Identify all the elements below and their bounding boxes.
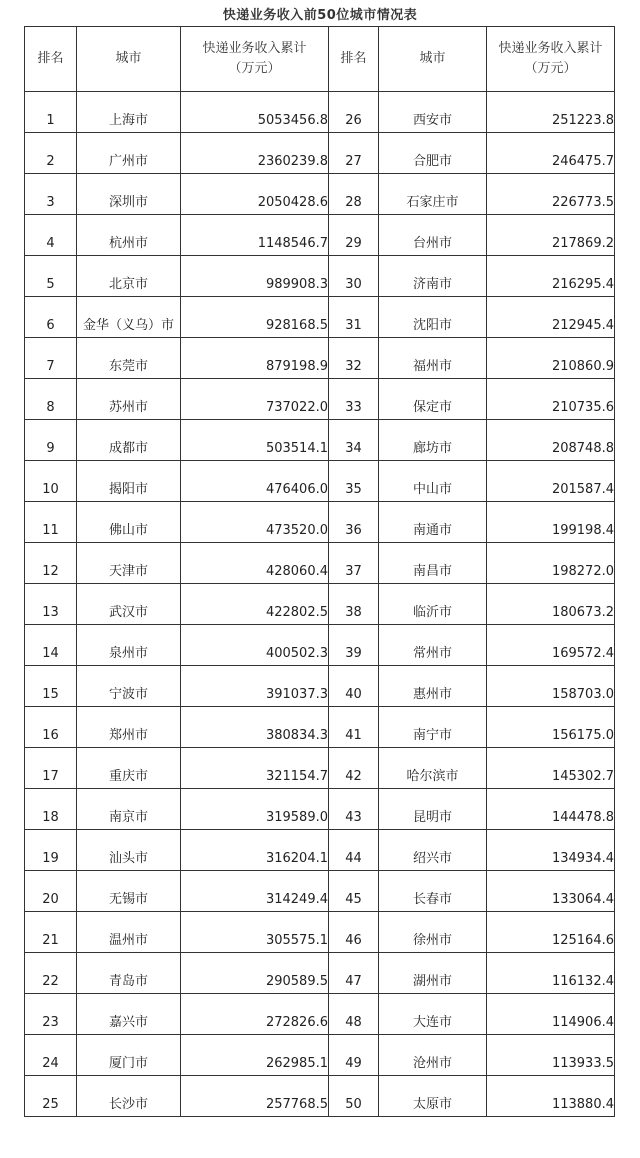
revenue-cell: 199198.4 <box>487 502 615 543</box>
rank-cell: 9 <box>25 420 77 461</box>
rank-cell: 33 <box>329 379 379 420</box>
header-revenue-right-line2: （万元） <box>524 61 577 76</box>
rank-cell: 46 <box>329 912 379 953</box>
revenue-cell: 380834.3 <box>181 707 329 748</box>
rank-cell: 10 <box>25 461 77 502</box>
city-cell: 临沂市 <box>379 584 487 625</box>
table-row <box>25 338 615 379</box>
revenue-cell: 113933.5 <box>487 1035 615 1076</box>
city-cell: 厦门市 <box>77 1035 181 1076</box>
rank-cell: 11 <box>25 502 77 543</box>
city-cell: 中山市 <box>379 461 487 502</box>
revenue-cell: 180673.2 <box>487 584 615 625</box>
table-row <box>25 871 615 912</box>
city-cell: 大连市 <box>379 994 487 1035</box>
city-cell: 东莞市 <box>77 338 181 379</box>
rank-cell: 28 <box>329 174 379 215</box>
revenue-cell: 116132.4 <box>487 953 615 994</box>
city-cell: 深圳市 <box>77 174 181 215</box>
header-rank: 排名 <box>25 27 77 92</box>
revenue-cell: 290589.5 <box>181 953 329 994</box>
city-cell: 青岛市 <box>77 953 181 994</box>
header-revenue <box>181 27 329 92</box>
table-row <box>25 748 615 789</box>
table-row <box>25 461 615 502</box>
revenue-cell: 305575.1 <box>181 912 329 953</box>
header-revenue-right-line1: 快递业务收入累计 <box>498 41 603 56</box>
table-row <box>25 666 615 707</box>
city-cell: 台州市 <box>379 215 487 256</box>
rank-cell: 22 <box>25 953 77 994</box>
revenue-cell: 251223.8 <box>487 92 615 133</box>
city-cell: 沧州市 <box>379 1035 487 1076</box>
city-cell: 昆明市 <box>379 789 487 830</box>
rank-cell: 21 <box>25 912 77 953</box>
rank-cell: 18 <box>25 789 77 830</box>
city-cell: 惠州市 <box>379 666 487 707</box>
rank-cell: 44 <box>329 830 379 871</box>
table-row <box>25 133 615 174</box>
rank-cell: 3 <box>25 174 77 215</box>
revenue-cell: 262985.1 <box>181 1035 329 1076</box>
city-cell: 广州市 <box>77 133 181 174</box>
rank-cell: 12 <box>25 543 77 584</box>
revenue-cell: 156175.0 <box>487 707 615 748</box>
rank-cell: 42 <box>329 748 379 789</box>
city-cell: 济南市 <box>379 256 487 297</box>
revenue-cell: 2360239.8 <box>181 133 329 174</box>
city-cell: 揭阳市 <box>77 461 181 502</box>
rank-cell: 2 <box>25 133 77 174</box>
rank-cell: 5 <box>25 256 77 297</box>
header-revenue-line1: 快递业务收入累计 <box>202 41 307 56</box>
revenue-cell: 1148546.7 <box>181 215 329 256</box>
city-cell: 南宁市 <box>379 707 487 748</box>
header-city-right: 城市 <box>379 27 487 92</box>
city-cell: 合肥市 <box>379 133 487 174</box>
city-cell: 哈尔滨市 <box>379 748 487 789</box>
revenue-cell: 216295.4 <box>487 256 615 297</box>
city-cell: 泉州市 <box>77 625 181 666</box>
revenue-cell: 210735.6 <box>487 379 615 420</box>
rank-cell: 1 <box>25 92 77 133</box>
table-row <box>25 502 615 543</box>
rank-cell: 4 <box>25 215 77 256</box>
city-cell: 北京市 <box>77 256 181 297</box>
rank-cell: 26 <box>329 92 379 133</box>
table-row <box>25 584 615 625</box>
city-cell: 宁波市 <box>77 666 181 707</box>
header-revenue-right <box>487 27 615 92</box>
rank-cell: 48 <box>329 994 379 1035</box>
table-row <box>25 625 615 666</box>
revenue-cell: 210860.9 <box>487 338 615 379</box>
revenue-cell: 114906.4 <box>487 994 615 1035</box>
revenue-cell: 928168.5 <box>181 297 329 338</box>
revenue-cell: 503514.1 <box>181 420 329 461</box>
rank-cell: 40 <box>329 666 379 707</box>
rank-cell: 38 <box>329 584 379 625</box>
city-cell: 天津市 <box>77 543 181 584</box>
city-cell: 佛山市 <box>77 502 181 543</box>
rank-cell: 49 <box>329 1035 379 1076</box>
table-row <box>25 994 615 1035</box>
table-row <box>25 953 615 994</box>
city-cell: 沈阳市 <box>379 297 487 338</box>
table-row <box>25 789 615 830</box>
table-row <box>25 420 615 461</box>
revenue-cell: 125164.6 <box>487 912 615 953</box>
city-cell: 重庆市 <box>77 748 181 789</box>
rank-cell: 27 <box>329 133 379 174</box>
table-row <box>25 543 615 584</box>
table-row <box>25 707 615 748</box>
city-cell: 成都市 <box>77 420 181 461</box>
revenue-cell: 319589.0 <box>181 789 329 830</box>
revenue-cell: 246475.7 <box>487 133 615 174</box>
city-cell: 嘉兴市 <box>77 994 181 1035</box>
revenue-cell: 208748.8 <box>487 420 615 461</box>
table-row <box>25 92 615 133</box>
rank-cell: 20 <box>25 871 77 912</box>
city-cell: 长沙市 <box>77 1076 181 1117</box>
revenue-cell: 5053456.8 <box>181 92 329 133</box>
rank-cell: 15 <box>25 666 77 707</box>
revenue-cell: 473520.0 <box>181 502 329 543</box>
city-cell: 上海市 <box>77 92 181 133</box>
rank-cell: 45 <box>329 871 379 912</box>
revenue-cell: 134934.4 <box>487 830 615 871</box>
city-cell: 徐州市 <box>379 912 487 953</box>
rank-cell: 47 <box>329 953 379 994</box>
rank-cell: 7 <box>25 338 77 379</box>
city-cell: 杭州市 <box>77 215 181 256</box>
city-cell: 温州市 <box>77 912 181 953</box>
table-row <box>25 174 615 215</box>
city-cell: 金华（义乌）市 <box>77 297 181 338</box>
revenue-cell: 272826.6 <box>181 994 329 1035</box>
rank-cell: 23 <box>25 994 77 1035</box>
city-cell: 郑州市 <box>77 707 181 748</box>
revenue-cell: 201587.4 <box>487 461 615 502</box>
table-row <box>25 379 615 420</box>
city-cell: 无锡市 <box>77 871 181 912</box>
revenue-cell: 316204.1 <box>181 830 329 871</box>
city-cell: 石家庄市 <box>379 174 487 215</box>
table-body <box>25 92 615 1117</box>
revenue-cell: 314249.4 <box>181 871 329 912</box>
city-cell: 保定市 <box>379 379 487 420</box>
revenue-cell: 321154.7 <box>181 748 329 789</box>
header-city: 城市 <box>77 27 181 92</box>
revenue-cell: 145302.7 <box>487 748 615 789</box>
revenue-cell: 2050428.6 <box>181 174 329 215</box>
rank-cell: 41 <box>329 707 379 748</box>
revenue-cell: 989908.3 <box>181 256 329 297</box>
city-cell: 绍兴市 <box>379 830 487 871</box>
rank-cell: 14 <box>25 625 77 666</box>
rank-cell: 6 <box>25 297 77 338</box>
table-row <box>25 1076 615 1117</box>
revenue-cell: 133064.4 <box>487 871 615 912</box>
city-cell: 长春市 <box>379 871 487 912</box>
revenue-cell: 476406.0 <box>181 461 329 502</box>
city-cell: 太原市 <box>379 1076 487 1117</box>
revenue-cell: 113880.4 <box>487 1076 615 1117</box>
table-row <box>25 1035 615 1076</box>
revenue-cell: 226773.5 <box>487 174 615 215</box>
revenue-cell: 217869.2 <box>487 215 615 256</box>
rank-cell: 35 <box>329 461 379 502</box>
rank-cell: 50 <box>329 1076 379 1117</box>
rank-cell: 32 <box>329 338 379 379</box>
rank-cell: 43 <box>329 789 379 830</box>
city-cell: 常州市 <box>379 625 487 666</box>
header-rank-right: 排名 <box>329 27 379 92</box>
rank-cell: 19 <box>25 830 77 871</box>
header-revenue-line2: （万元） <box>228 61 281 76</box>
rank-cell: 39 <box>329 625 379 666</box>
rank-cell: 37 <box>329 543 379 584</box>
rank-cell: 13 <box>25 584 77 625</box>
table-row <box>25 297 615 338</box>
rank-cell: 17 <box>25 748 77 789</box>
revenue-cell: 400502.3 <box>181 625 329 666</box>
page-title: 快递业务收入前50位城市情况表 <box>222 8 418 23</box>
table-row <box>25 912 615 953</box>
city-cell: 西安市 <box>379 92 487 133</box>
city-cell: 南昌市 <box>379 543 487 584</box>
table-row <box>25 256 615 297</box>
table-row <box>25 830 615 871</box>
revenue-cell: 212945.4 <box>487 297 615 338</box>
revenue-cell: 422802.5 <box>181 584 329 625</box>
rank-cell: 16 <box>25 707 77 748</box>
city-cell: 福州市 <box>379 338 487 379</box>
city-cell: 汕头市 <box>77 830 181 871</box>
rank-cell: 29 <box>329 215 379 256</box>
revenue-cell: 428060.4 <box>181 543 329 584</box>
city-revenue-table <box>24 26 615 1117</box>
rank-cell: 25 <box>25 1076 77 1117</box>
rank-cell: 30 <box>329 256 379 297</box>
rank-cell: 24 <box>25 1035 77 1076</box>
table-row <box>25 215 615 256</box>
revenue-cell: 737022.0 <box>181 379 329 420</box>
revenue-cell: 257768.5 <box>181 1076 329 1117</box>
city-cell: 廊坊市 <box>379 420 487 461</box>
rank-cell: 31 <box>329 297 379 338</box>
city-cell: 武汉市 <box>77 584 181 625</box>
city-cell: 湖州市 <box>379 953 487 994</box>
city-cell: 南通市 <box>379 502 487 543</box>
revenue-cell: 169572.4 <box>487 625 615 666</box>
revenue-cell: 879198.9 <box>181 338 329 379</box>
rank-cell: 34 <box>329 420 379 461</box>
table-header-row <box>25 27 615 92</box>
revenue-cell: 391037.3 <box>181 666 329 707</box>
revenue-cell: 144478.8 <box>487 789 615 830</box>
revenue-cell: 158703.0 <box>487 666 615 707</box>
city-cell: 南京市 <box>77 789 181 830</box>
rank-cell: 8 <box>25 379 77 420</box>
city-cell: 苏州市 <box>77 379 181 420</box>
rank-cell: 36 <box>329 502 379 543</box>
revenue-cell: 198272.0 <box>487 543 615 584</box>
